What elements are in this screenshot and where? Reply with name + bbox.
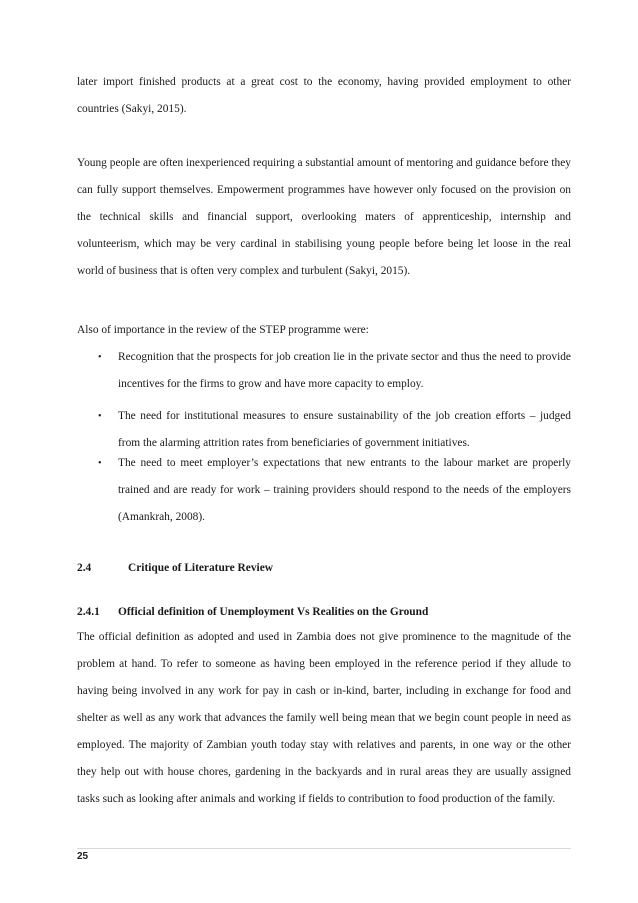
- bullet-icon: •: [98, 411, 102, 422]
- paragraph-official-definition: The official definition as adopted and used in Zambia does not give prominence to the magnitude of the problem at hand. To refer to someone as having been employed in the reference period if they allude to having being involved in any work for pay in cash or in-kind, barter, including in exchange for food and shelter as well as any work that advances the family well being mean that we begin count people in need as employed. The majority of Zambian youth today stay with relatives and parents, in one way or the other they help out with house chores, gardening in the backyards and in rural areas they are usually assigned tasks such as looking after animals and working if fields to contribution to food production of the family.: [77, 631, 571, 805]
- bullet-list-item-2: [97, 403, 571, 457]
- bullet-icon: •: [98, 458, 102, 469]
- paragraph-step-intro: Also of importance in the review of the STEP programme were:: [77, 324, 369, 336]
- section-number: 2.4: [77, 562, 92, 574]
- section-heading-2-4: [77, 555, 273, 582]
- bullet-icon: •: [98, 352, 102, 363]
- paragraph-continuation: later import finished products at a great cost to the economy, having provided employment to other countries (Sakyi, 2015).: [77, 76, 571, 115]
- list-item-text: Recognition that the prospects for job creation lie in the private sector and thus the need to provide incentives for the firms to grow and have more capacity to employ.: [118, 351, 571, 390]
- list-item: [97, 450, 571, 531]
- subsection-number: 2.4.1: [77, 606, 100, 618]
- paragraph-young-people: Young people are often inexperienced requiring a substantial amount of mentoring and guidance before they can fully support themselves. Empowerment programmes have however only focused on the provision on the technical skills and financial support, overlooking maters of apprenticeship, internship and volunteerism, which may be very cardinal in stabilising young people before being let loose in the real world of business that is often very complex and turbulent (Sakyi, 2015).: [77, 157, 571, 277]
- section-title: Critique of Literature Review: [128, 562, 273, 574]
- list-item: [97, 344, 571, 398]
- subsection-heading-2-4-1: [77, 599, 428, 626]
- footer-divider: [77, 848, 571, 849]
- bullet-list-item-3: [97, 450, 571, 531]
- bullet-list-item-1: [97, 344, 571, 398]
- list-item-text: The need to meet employer’s expectations that new entrants to the labour market are properly trained and are ready for work – training providers should respond to the needs of the employers (Amankrah, 2008).: [118, 457, 571, 523]
- page-number: 25: [77, 851, 89, 862]
- list-item-text: The need for institutional measures to ensure sustainability of the job creation efforts – judged from the alarming attrition rates from beneficiaries of government initiatives.: [118, 410, 571, 449]
- list-item: [97, 403, 571, 457]
- subsection-title: Official definition of Unemployment Vs Realities on the Ground: [118, 606, 429, 618]
